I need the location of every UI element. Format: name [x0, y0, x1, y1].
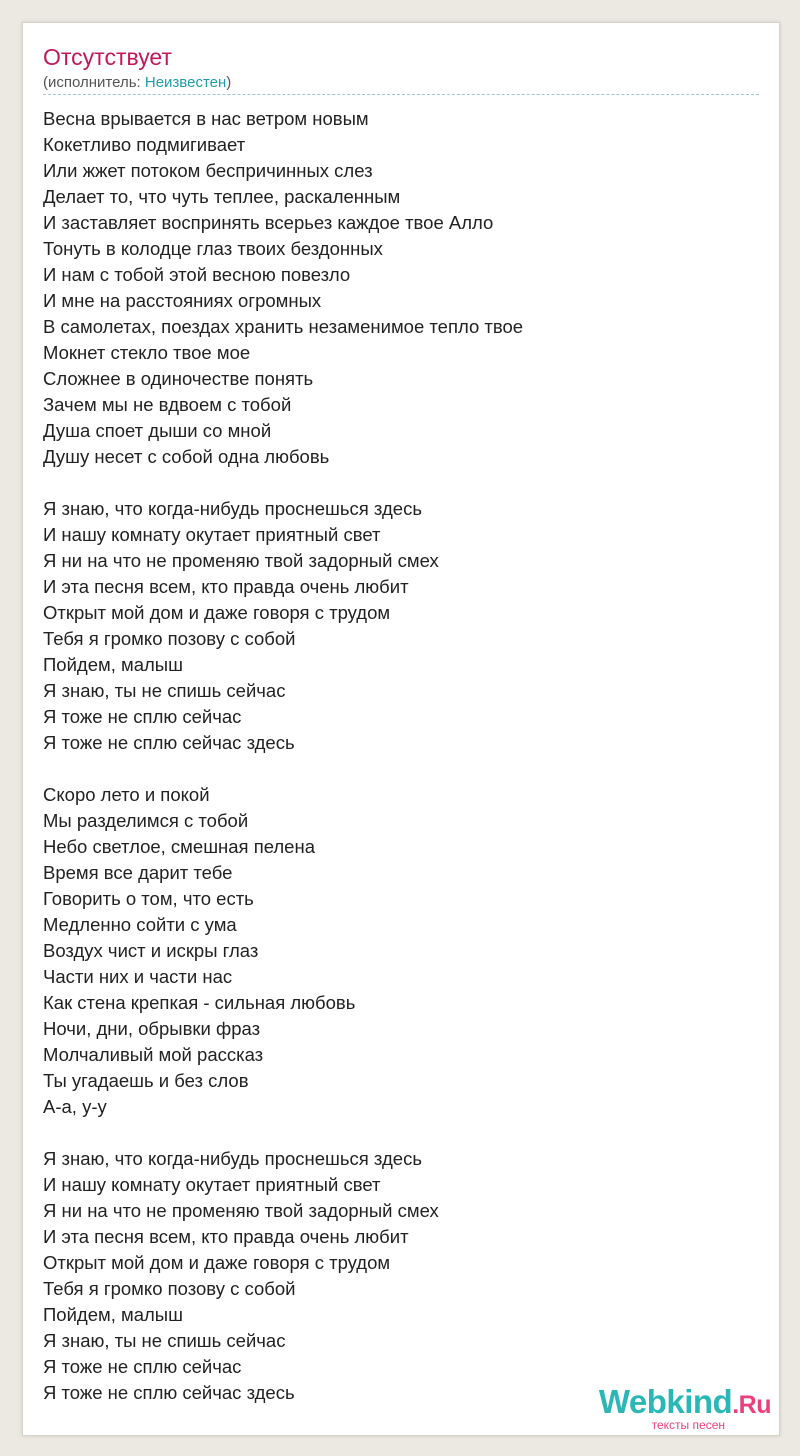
- lyric-line: Душа споет дыши со мной: [43, 420, 272, 441]
- lyric-line: И нашу комнату окутает приятный свет: [43, 524, 381, 545]
- stanza-gap: [43, 1120, 523, 1146]
- logo-main-text: Webkind: [598, 1383, 733, 1420]
- title-divider: [43, 94, 759, 95]
- stanza-gap: [43, 470, 523, 496]
- lyrics-card: [22, 22, 780, 1436]
- lyric-line: Я знаю, ты не спишь сейчас: [43, 680, 286, 701]
- lyric-line: Молчаливый мой рассказ: [43, 1044, 264, 1065]
- lyric-line: Я знаю, ты не спишь сейчас: [43, 1330, 286, 1351]
- lyric-line: Скоро лето и покой: [43, 784, 210, 805]
- lyric-line: Я ни на что не променяю твой задорный смех: [43, 1200, 439, 1221]
- song-title: Отсутствует: [43, 44, 172, 70]
- lyric-line: Душу несет с собой одна любовь: [43, 446, 330, 467]
- lyric-line: И нашу комнату окутает приятный свет: [43, 1174, 381, 1195]
- lyric-line: Ты угадаешь и без слов: [43, 1070, 249, 1091]
- lyric-line: Небо светлое, смешная пелена: [43, 836, 315, 857]
- lyric-line: Время все дарит тебе: [43, 862, 233, 883]
- lyric-line: В самолетах, поездах хранить незаменимое тепло твое: [43, 316, 524, 337]
- lyric-line: А-а, у-у: [43, 1096, 107, 1117]
- lyric-line: Открыт мой дом и даже говоря с трудом: [43, 1252, 391, 1273]
- lyric-line: Я тоже не сплю сейчас: [43, 1356, 242, 1377]
- lyric-line: Медленно сойти с ума: [43, 914, 237, 935]
- lyric-line: И заставляет воспринять всерьез каждое твое Алло: [43, 212, 494, 233]
- lyric-line: Я тоже не сплю сейчас здесь: [43, 732, 295, 753]
- lyric-line: Части них и части нас: [43, 966, 233, 987]
- logo-tld: .Ru: [732, 1391, 771, 1419]
- artist-link[interactable]: Неизвестен: [144, 74, 227, 91]
- site-logo[interactable]: [599, 1384, 771, 1431]
- lyric-line: Открыт мой дом и даже говоря с трудом: [43, 602, 391, 623]
- lyrics-text: [43, 106, 523, 1406]
- lyric-line: Я тоже не сплю сейчас здесь: [43, 1382, 295, 1403]
- lyric-line: Как стена крепкая - сильная любовь: [43, 992, 356, 1013]
- artist-suffix: ): [226, 74, 232, 91]
- lyric-line: И эта песня всем, кто правда очень любит: [43, 576, 409, 597]
- lyric-line: Я знаю, что когда-нибудь проснешься здесь: [43, 1148, 422, 1169]
- lyric-line: Делает то, что чуть теплее, раскаленным: [43, 186, 401, 207]
- lyric-line: Тонуть в колодце глаз твоих бездонных: [43, 238, 383, 259]
- lyric-line: Весна врывается в нас ветром новым: [43, 108, 369, 129]
- artist-prefix: (исполнитель:: [43, 74, 145, 91]
- lyric-line: Мокнет стекло твое мое: [43, 342, 251, 363]
- lyric-line: Мы разделимся с тобой: [43, 810, 249, 831]
- lyric-line: Пойдем, малыш: [43, 654, 183, 675]
- lyric-line: Я знаю, что когда-нибудь проснешься здесь: [43, 498, 422, 519]
- lyric-line: Пойдем, малыш: [43, 1304, 183, 1325]
- lyric-line: Воздух чист и искры глаз: [43, 940, 259, 961]
- lyric-line: Я ни на что не променяю твой задорный смех: [43, 550, 439, 571]
- lyric-line: Или жжет потоком беспричинных слез: [43, 160, 373, 181]
- lyric-line: Ночи, дни, обрывки фраз: [43, 1018, 261, 1039]
- lyric-line: Сложнее в одиночестве понять: [43, 368, 314, 389]
- logo-tagline: тексты песен: [651, 1418, 725, 1432]
- artist-line: [43, 74, 231, 92]
- lyric-line: И эта песня всем, кто правда очень любит: [43, 1226, 409, 1247]
- lyric-line: Кокетливо подмигивает: [43, 134, 246, 155]
- lyric-line: И нам с тобой этой весною повезло: [43, 264, 351, 285]
- lyric-line: Говорить о том, что есть: [43, 888, 254, 909]
- lyric-line: И мне на расстояниях огромных: [43, 290, 322, 311]
- lyric-line: Зачем мы не вдвоем с тобой: [43, 394, 292, 415]
- lyric-line: Тебя я громко позову с собой: [43, 1278, 296, 1299]
- lyric-line: Я тоже не сплю сейчас: [43, 706, 242, 727]
- stanza-gap: [43, 756, 523, 782]
- lyric-line: Тебя я громко позову с собой: [43, 628, 296, 649]
